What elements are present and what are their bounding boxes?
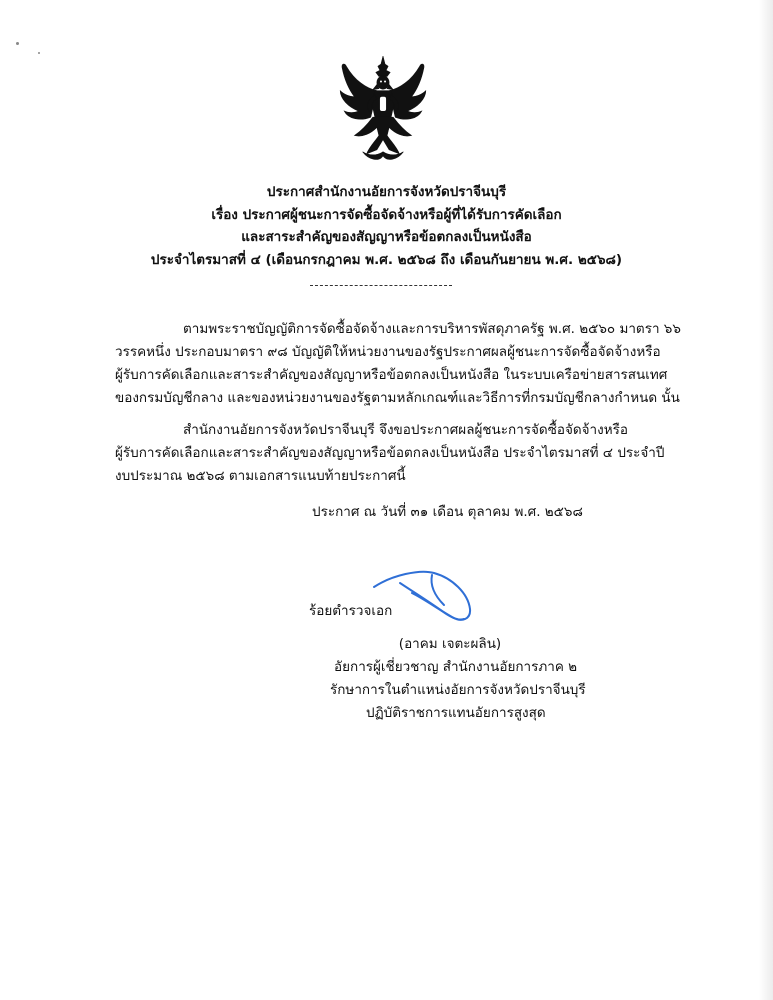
announcement-title: ประกาศสำนักงานอัยการจังหวัดปราจีนบุรี: [266, 184, 507, 200]
signer-position: อัยการผู้เชี่ยวชาญ สำนักงานอัยการภาค ๒: [334, 659, 578, 675]
announcement-subject-line-2: และสาระสำคัญของสัญญาหรือข้อตกลงเป็นหนังสือ: [241, 229, 532, 245]
announcement-date: ประกาศ ณ วันที่ ๓๑ เดือน ตุลาคม พ.ศ. ๒๕๖๘: [312, 504, 583, 520]
paragraph-1-line: ผู้รับการคัดเลือกและสาระสำคัญของสัญญาหรือข้อตกลงเป็นหนังสือ ในระบบเครือข่ายสารสนเทศ: [115, 367, 668, 383]
paragraph-1-line: ตามพระราชบัญญัติการจัดซื้อจัดจ้างและการบริหารพัสดุภาครัฐ พ.ศ. ๒๕๖๐ มาตรา ๖๖: [183, 321, 681, 337]
signer-rank: ร้อยตำรวจเอก: [309, 603, 393, 619]
garuda-emblem-icon: [332, 54, 434, 162]
scan-speck: [38, 52, 40, 54]
scan-edge-shadow: [759, 0, 773, 1000]
signer-authority: ปฏิบัติราชการแทนอัยการสูงสุด: [366, 705, 546, 721]
signer-name: (อาคม เจตะผลิน): [398, 636, 502, 652]
paragraph-2-line: ผู้รับการคัดเลือกและสาระสำคัญของสัญญาหรือข้อตกลงเป็นหนังสือ ประจำไตรมาสที่ ๔ ประจำปี: [115, 445, 665, 461]
paragraph-1-line: วรรคหนึ่ง ประกอบมาตรา ๙๘ บัญญัติให้หน่วยงานของรัฐประกาศผลผู้ชนะการจัดซื้อจัดจ้างหรือ: [115, 344, 661, 360]
paragraph-2-line: งบประมาณ ๒๕๖๘ ตามเอกสารแนบท้ายประกาศนี้: [115, 468, 406, 484]
announcement-subject-line-1: เรื่อง ประกาศผู้ชนะการจัดซื้อจัดจ้างหรือผู้ที่ได้รับการคัดเลือก: [211, 207, 562, 223]
paragraph-1-line: ของกรมบัญชีกลาง และของหน่วยงานของรัฐตามหลักเกณฑ์และวิธีการที่กรมบัญชีกลางกำหนด นั้น: [115, 390, 680, 406]
signer-acting-position: รักษาการในตำแหน่งอัยการจังหวัดปราจีนบุรี: [330, 682, 586, 698]
scan-speck: [16, 42, 19, 45]
announcement-period: ประจำไตรมาสที่ ๔ (เดือนกรกฎาคม พ.ศ. ๒๕๖๘ ถึง เดือนกันยายน พ.ศ. ๒๕๖๘): [150, 252, 623, 268]
paragraph-2-line: สำนักงานอัยการจังหวัดปราจีนบุรี จึงขอประกาศผลผู้ชนะการจัดซื้อจัดจ้างหรือ: [183, 422, 628, 438]
title-separator: [310, 285, 452, 286]
